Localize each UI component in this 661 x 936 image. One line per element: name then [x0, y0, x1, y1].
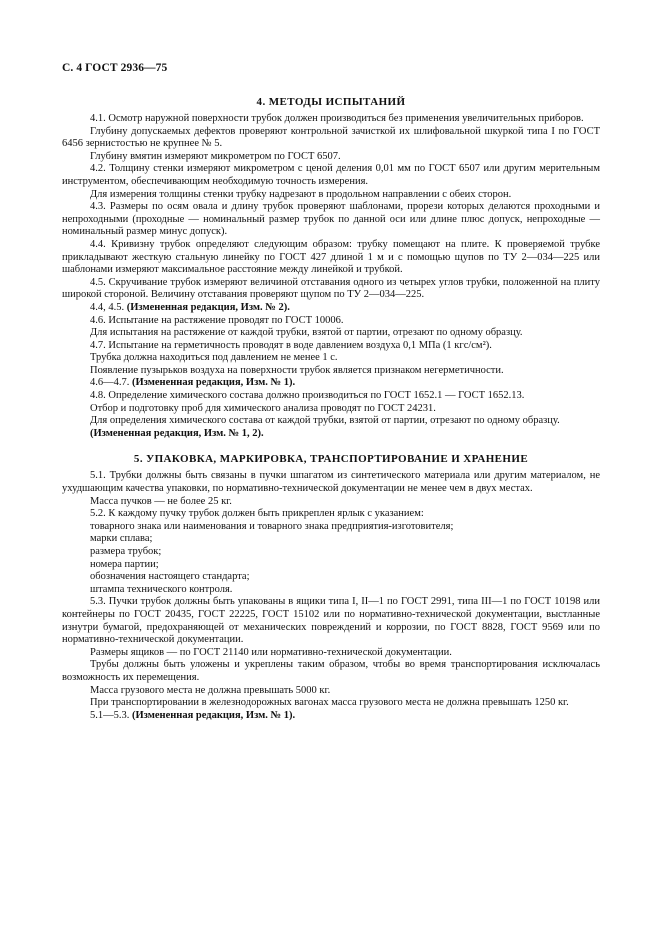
amendment-5-1-5-3 [62, 710, 600, 723]
label-item-standard: обозначения настоящего стандарта; [90, 571, 250, 583]
label-item-size: размера трубок; [90, 546, 162, 557]
amendment-ref: 4.6—4.7. [90, 377, 130, 389]
paragraph-4-6: 4.6. Испытание на растяжение проводят по ГОСТ 10006. [90, 314, 344, 326]
amendment-note: (Измененная редакция, Изм. № 1). [132, 709, 296, 721]
section-4-title: 4. МЕТОДЫ ИСПЫТАНИЙ [256, 96, 406, 108]
paragraph-4-1-dents: Глубину вмятин измеряют микрометром по ГОСТ 6507. [90, 150, 341, 162]
paragraph-4-2: 4.2. Толщину стенки измеряют микрометром с ценой деления 0,01 мм по ГОСТ 6507 или другим мерительным инструментом, обеспечивающим необходимую точность измерения. [62, 163, 600, 187]
paragraph-4-8-sampling: Отбор и подготовку проб для химического анализа проводят по ГОСТ 24231. [90, 402, 436, 414]
amendment-note: (Измененная редакция, Изм. № 2). [126, 301, 290, 313]
paragraph-4-8-samples: Для определения химического состава от каждой трубки, взятой от партии, отрезают по одному образцу. [90, 415, 560, 427]
paragraph-4-2-cut: Для измерения толщины стенки трубку надрезают в продольном направлении с обеих сторон. [90, 188, 512, 200]
paragraph-5-3-box-size: Размеры ящиков — по ГОСТ 21140 или нормативно-технической документации. [90, 646, 452, 658]
paragraph-4-1: 4.1. Осмотр наружной поверхности трубок должен производиться без применения увеличительных приборов. [90, 113, 584, 124]
paragraph-5-1: 5.1. Трубки должны быть связаны в пучки шпагатом из синтетического материала или другим материалом, не ухудшающим качества упаковки, по нормативно-технической документации не менее чем в двух местах. [62, 470, 600, 495]
amendment-4-8: (Измененная редакция, Изм. № 1, 2). [90, 427, 264, 439]
paragraph-4-4: 4.4. Кривизну трубок определяют следующим образом: трубку помещают на плите. К проверяемой трубке прикладывают жесткую стальную линейку по ГОСТ 427 длиной 1 м и с помощью щупов по ТУ 2—034—225 или шаблонами измеряют максимальное расстояние между линейкой и трубкой. [62, 238, 600, 276]
amendment-4-4-4-5 [62, 302, 600, 315]
section-5-title: 5. УПАКОВКА, МАРКИРОВКА, ТРАНСПОРТИРОВАНИЕ И ХРАНЕНИЕ [133, 453, 529, 466]
paragraph-5-3-cargo-mass: Масса грузового места не должна превышать 5000 кг. [90, 684, 331, 696]
label-item-stamp: штампа технического контроля. [90, 583, 233, 595]
label-item-trademark: товарного знака или наименования и товарного знака предприятия-изготовителя; [90, 520, 454, 532]
paragraph-5-2: 5.2. К каждому пучку трубок должен быть прикреплен ярлык с указанием: [90, 508, 424, 520]
paragraph-4-6-samples: Для испытания на растяжение от каждой трубки, взятой от партии, отрезают по одному образцу. [90, 327, 523, 339]
paragraph-4-1-defects: Глубину допускаемых дефектов проверяют контрольной зачисткой их шлифовальной шкуркой типа I по ГОСТ 6456 зернистостью не крупнее № 5. [62, 125, 600, 150]
paragraph-4-5: 4.5. Скручивание трубок измеряют величиной отставания одного из четырех углов трубки, положенной на плиту широкой стороной. Величину отставания проверяют щупом по ТУ 2—034—225. [62, 276, 600, 301]
paragraph-4-3: 4.3. Размеры по осям овала и длину трубок проверяют шаблонами, прорези которых делаются проходными и непроходными (проходные — номинальный размер трубок по данной оси или длине плюс допуск, непроходные — номинальный размер минус допуск). [62, 201, 600, 238]
paragraph-4-7-pressure: Трубка должна находиться под давлением не менее 1 с. [90, 352, 338, 364]
label-item-batch: номера партии; [90, 558, 159, 570]
label-item-alloy: марки сплава; [90, 533, 153, 545]
amendment-note: (Измененная редакция, Изм. № 1). [132, 377, 296, 389]
paragraph-4-8: 4.8. Определение химического состава должно производиться по ГОСТ 1652.1 — ГОСТ 1652.13. [90, 390, 525, 402]
document-page [62, 62, 600, 722]
paragraph-5-3-rail: При транспортировании в железнодорожных вагонах масса грузового места не должна превышать 1250 кг. [90, 697, 569, 709]
amendment-ref: 4.4, 4.5. [90, 301, 125, 313]
amendment-ref: 5.1—5.3. [90, 709, 130, 721]
paragraph-5-3-fixing: Трубы должны быть уложены и укреплены таким образом, чтобы во время транспортирования исключалась возможность их перемещения. [62, 659, 600, 683]
paragraph-5-1-mass: Масса пучков — не более 25 кг. [90, 495, 232, 507]
amendment-4-6-4-7 [62, 377, 600, 390]
page-header: С. 4 ГОСТ 2936—75 [62, 62, 168, 74]
paragraph-4-7: 4.7. Испытание на герметичность проводят в воде давлением воздуха 0,1 МПа (1 кгс/см²). [90, 339, 492, 351]
paragraph-4-7-bubbles: Появление пузырьков воздуха на поверхности трубок является признаком негерметичности. [90, 364, 504, 376]
paragraph-5-3: 5.3. Пучки трубок должны быть упакованы в ящики типа I, II—1 по ГОСТ 2991, типа III—1 по ГОСТ 10198 или контейнеры по ГОСТ 20435, ГОСТ 22225, ГОСТ 15102 или по нормативно-технической документации, выстланные изнутри бумагой, предохраняющей от механических повреждений и коррозии, по ГОСТ 8828, ГОСТ 9569 или по нормативно-технической документации. [62, 596, 600, 646]
